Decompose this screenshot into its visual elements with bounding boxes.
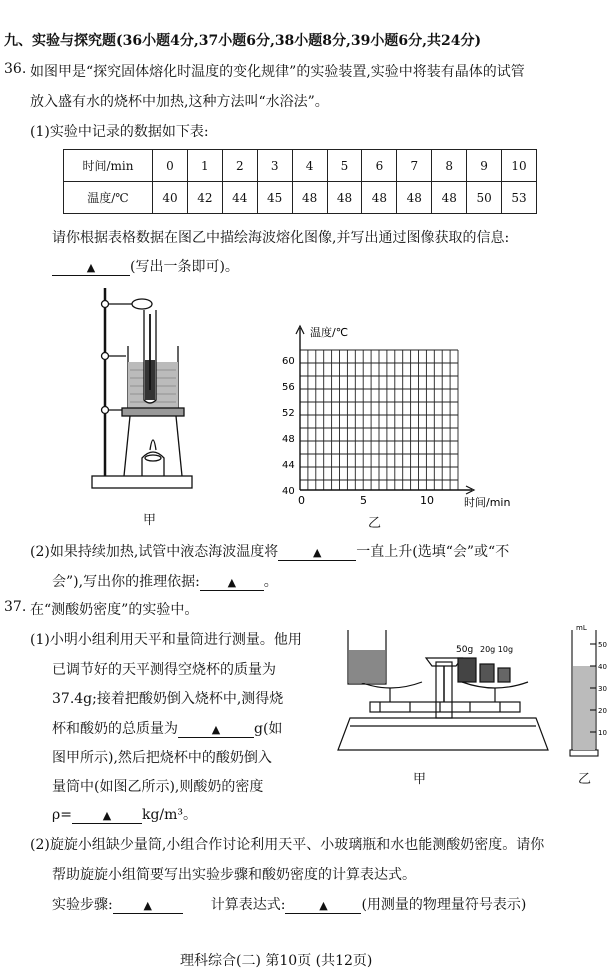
table-cell: 48	[362, 182, 397, 214]
cylinder-tick: 20	[598, 707, 607, 715]
gauze	[122, 408, 184, 416]
y-tick: 52	[282, 408, 295, 419]
x-tick: 10	[420, 494, 434, 507]
x-tick: 0	[298, 494, 305, 507]
table-cell: 4	[292, 150, 327, 182]
balance-base	[338, 718, 548, 750]
q36-part2-line2	[52, 571, 278, 591]
y-tick: 40	[282, 486, 295, 497]
p1-line4b: g(如	[254, 721, 283, 737]
y-tick: 44	[282, 460, 295, 471]
cylinder-tick: 30	[598, 685, 607, 693]
graduated-cylinder	[562, 620, 612, 765]
weight-label-20-10g: 20g 10g	[480, 645, 514, 654]
q36-intro-line1: 如图甲是“探究固体熔化时温度的变化规律”的实验装置,实验中将装有晶体的试管	[30, 64, 525, 80]
q37-answer-row	[52, 894, 526, 914]
table-cell: 48	[432, 182, 467, 214]
table-cell: 5	[327, 150, 362, 182]
q36-part2-line1	[30, 541, 509, 561]
q37-number: 37.	[4, 599, 27, 615]
table-cell: 42	[187, 182, 222, 214]
table-row-time	[64, 150, 537, 182]
weight-10g	[498, 668, 510, 682]
table-header-time: 时间/min	[64, 150, 153, 182]
table-cell: 44	[222, 182, 257, 214]
answer-hint: (写出一条即可)。	[130, 259, 239, 275]
blank-triangle-icon: ▲	[319, 899, 328, 912]
q36-number: 36.	[4, 61, 27, 77]
table-cell: 45	[257, 182, 292, 214]
table-row-temp	[64, 182, 537, 214]
weight-20g	[480, 664, 494, 682]
section-title: 九、实验与探究题(36小题4分,37小题6分,38小题8分,39小题6分,共24分)	[4, 33, 482, 49]
table-cell: 1	[187, 150, 222, 182]
q37-p1-line5: 图甲所示),然后把烧杯中的酸奶倒入	[52, 750, 272, 766]
weight-label-50g: 50g	[456, 645, 474, 655]
q37-p1-line2: 已调节好的天平测得空烧杯的质量为	[52, 662, 276, 678]
q36-answer-line	[52, 256, 239, 276]
table-cell: 0	[153, 150, 188, 182]
cylinder-tick: 40	[598, 663, 607, 671]
cylinder-tick: 50	[598, 641, 607, 649]
y-tick: 60	[282, 356, 295, 367]
table-cell: 3	[257, 150, 292, 182]
steps-label: 实验步骤:	[52, 897, 113, 913]
blank-triangle-icon: ▲	[313, 546, 322, 559]
balance-figure	[330, 622, 560, 762]
blank-triangle-icon: ▲	[86, 261, 96, 274]
temperature-graph	[276, 320, 526, 510]
blank-triangle-icon: ▲	[102, 809, 112, 822]
q37-p2-line1: (2)旋旋小组缺少量筒,小组合作讨论利用天平、小玻璃瓶和水也能测酸奶密度。请你	[30, 837, 545, 853]
part2-text1: (2)如果持续加热,试管中液态海波温度将	[30, 544, 279, 560]
table-cell: 40	[153, 182, 188, 214]
table-cell: 6	[362, 150, 397, 182]
table-cell: 48	[292, 182, 327, 214]
q37-p2-line2: 帮助旋旋小组简要写出实验步骤和酸奶密度的计算表达式。	[52, 867, 416, 883]
q37-p1-rho-line	[52, 804, 197, 824]
q37-intro: 在“测酸奶密度”的实验中。	[30, 602, 199, 618]
answer-blank[interactable]	[285, 897, 361, 914]
x-axis-label: 时间/min	[464, 496, 511, 509]
page-footer: 理科综合(二) 第10页 (共12页)	[180, 953, 373, 969]
answer-blank[interactable]	[200, 574, 264, 591]
clamp-ring	[132, 299, 152, 309]
expr-label: 计算表达式:	[210, 897, 286, 913]
stand-base	[92, 476, 192, 488]
balance-beam	[370, 702, 520, 712]
table-cell: 9	[467, 150, 502, 182]
table-cell: 10	[502, 150, 537, 182]
graph-grid	[300, 350, 458, 490]
x-tick: 5	[360, 494, 367, 507]
expr-hint: (用测量的物理量符号表示)	[361, 897, 527, 913]
part2-text2: 一直上升(选填“会”或“不	[356, 544, 510, 560]
q36-intro-line2: 放入盛有水的烧杯中加热,这种方法叫“水浴法”。	[30, 94, 329, 110]
table-cell: 53	[502, 182, 537, 214]
blank-triangle-icon: ▲	[211, 723, 221, 736]
part2-end: 。	[263, 574, 278, 590]
cylinder-unit: mL	[576, 624, 587, 632]
weight-50g	[458, 658, 476, 682]
y-axis-label: 温度/℃	[310, 326, 349, 339]
q37-p1-line6: 量筒中(如图乙所示),则酸奶的密度	[52, 779, 264, 795]
data-table	[63, 149, 537, 214]
y-tick: 56	[282, 382, 295, 393]
table-cell: 8	[432, 150, 467, 182]
fig37-jia-label: 甲	[413, 772, 427, 787]
table-cell: 50	[467, 182, 502, 214]
q37-p1-line4	[52, 718, 282, 738]
q36-part1-label: (1)实验中记录的数据如下表:	[30, 124, 209, 140]
answer-blank[interactable]	[113, 897, 183, 914]
answer-blank[interactable]	[178, 721, 254, 738]
table-header-temp: 温度/℃	[64, 182, 153, 214]
table-cell: 48	[327, 182, 362, 214]
fig36-jia-label: 甲	[143, 513, 157, 528]
q37-p1-line1: (1)小明小组利用天平和量筒进行测量。他用	[30, 632, 302, 648]
blank-triangle-icon: ▲	[143, 899, 152, 912]
table-cell: 2	[222, 150, 257, 182]
fig36-yi-label: 乙	[368, 516, 382, 531]
blank-triangle-icon: ▲	[227, 576, 237, 589]
part2-text3: 会”),写出你的推理依据:	[52, 574, 200, 590]
q37-p1-line3: 37.4g;接着把酸奶倒入烧杯中,测得烧	[52, 691, 284, 707]
answer-blank[interactable]	[52, 259, 130, 276]
y-tick: 48	[282, 434, 295, 445]
answer-blank[interactable]	[278, 544, 356, 561]
density-unit: kg/m³。	[141, 807, 198, 823]
q36-instruction: 请你根据表格数据在图乙中描绘海波熔化图像,并写出通过图像获取的信息:	[52, 230, 510, 246]
apparatus-figure	[80, 280, 200, 500]
table-cell: 7	[397, 150, 432, 182]
cylinder-tick: 10	[598, 729, 607, 737]
rho-symbol: ρ=	[52, 807, 72, 823]
table-cell: 48	[397, 182, 432, 214]
fig37-yi-label: 乙	[578, 772, 592, 787]
answer-blank[interactable]	[72, 807, 142, 824]
p1-line4a: 杯和酸奶的总质量为	[52, 721, 178, 737]
